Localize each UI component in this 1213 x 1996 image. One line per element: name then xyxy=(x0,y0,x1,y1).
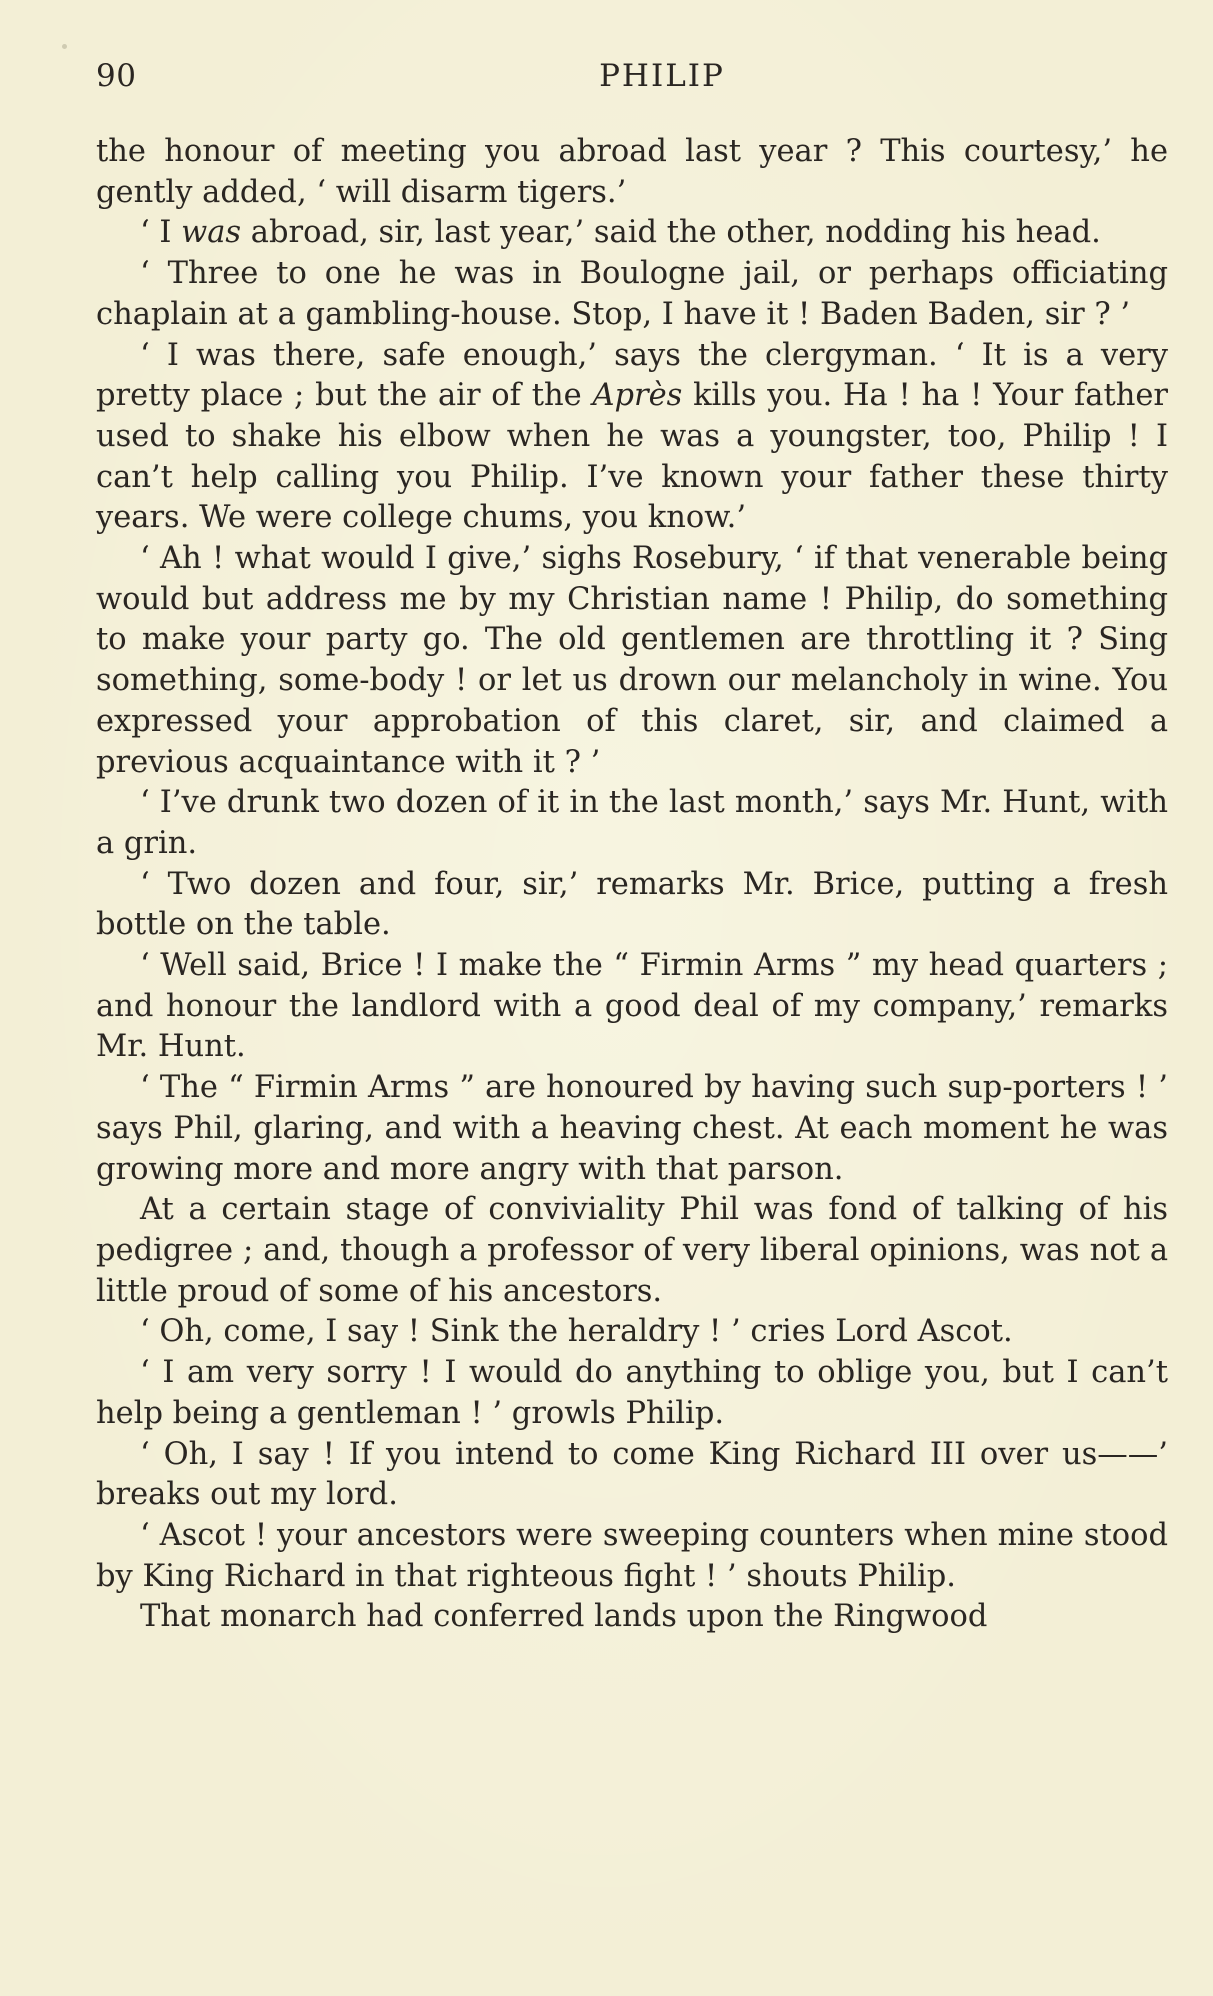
paragraph: ‘ I’ve drunk two dozen of it in the last month,’ says Mr. Hunt, with a grin. xyxy=(96,785,1168,861)
paragraph: ‘ I am very sorry ! I would do anything to oblige you, but I can’t help being a gentleman ! ’ growls Philip. xyxy=(96,1355,1168,1431)
paragraph: ‘ Ah ! what would I give,’ sighs Rosebury, ‘ if that venerable being would but address me by my Christian name ! Philip, do something to make your party go. The old gentlemen are throttling it ? Sing something, some-body ! or let us drown our melancholy in wine. You expressed your approbation of this claret, sir, and claimed a previous acquaintance with it ? ’ xyxy=(96,541,1168,780)
running-head xyxy=(96,58,1168,98)
italic-word: Après xyxy=(592,378,683,414)
paragraph: ‘ The “ Firmin Arms ” are honoured by having such sup-porters ! ’ says Phil, glaring, and with a heaving chest. At each moment he was growing more and more angry with that parson. xyxy=(96,1070,1168,1187)
paragraph: ‘ I was there, safe enough,’ says the clergyman. ‘ It is a very pretty place ; but the air of the Après kills you. Ha ! ha ! Your father used to shake his elbow when he was a youngster, too, Philip ! I can’t help calling you Philip. I’ve known your father these thirty years. We were college chums, you know.’ xyxy=(96,337,1168,536)
paragraph: At a certain stage of conviviality Phil was fond of talking of his pedigree ; and, though a professor of very liberal opinions, was not a little proud of some of his ancestors. xyxy=(96,1192,1168,1309)
body-text xyxy=(96,132,1168,1638)
paragraph: ‘ Ascot ! your ancestors were sweeping counters when mine stood by King Richard in that righteous fight ! ’ shouts Philip. xyxy=(96,1517,1168,1594)
paragraph: ‘ Two dozen and four, sir,’ remarks Mr. Brice, putting a fresh bottle on the table. xyxy=(96,866,1168,943)
paragraph: That monarch had conferred lands upon the Ringwood xyxy=(140,1599,988,1635)
paragraph: ‘ I was abroad, sir, last year,’ said the other, nodding his head. xyxy=(140,215,1101,251)
paragraph: ‘ Oh, come, I say ! Sink the heraldry ! ’ cries Lord Ascot. xyxy=(140,1314,1013,1350)
paragraph: ‘ Well said, Brice ! I make the “ Firmin Arms ” my head quarters ; and honour the landlord with a good deal of my company,’ remarks Mr. Hunt. xyxy=(96,948,1168,1065)
paragraph: ‘ Three to one he was in Boulogne jail, or perhaps officiating chaplain at a gambling-house. Stop, I have it ! Baden Baden, sir ? ’ xyxy=(96,256,1168,332)
paragraph: the honour of meeting you abroad last year ? This courtesy,’ he gently added, ‘ will disarm tigers.’ xyxy=(96,134,1168,210)
paper-speck xyxy=(62,44,67,49)
italic-word: was xyxy=(181,215,242,251)
paragraph: ‘ Oh, I say ! If you intend to come King Richard III over us——’ breaks out my lord. xyxy=(96,1436,1168,1513)
running-title: PHILIP xyxy=(599,58,725,94)
page-number: 90 xyxy=(96,58,137,94)
